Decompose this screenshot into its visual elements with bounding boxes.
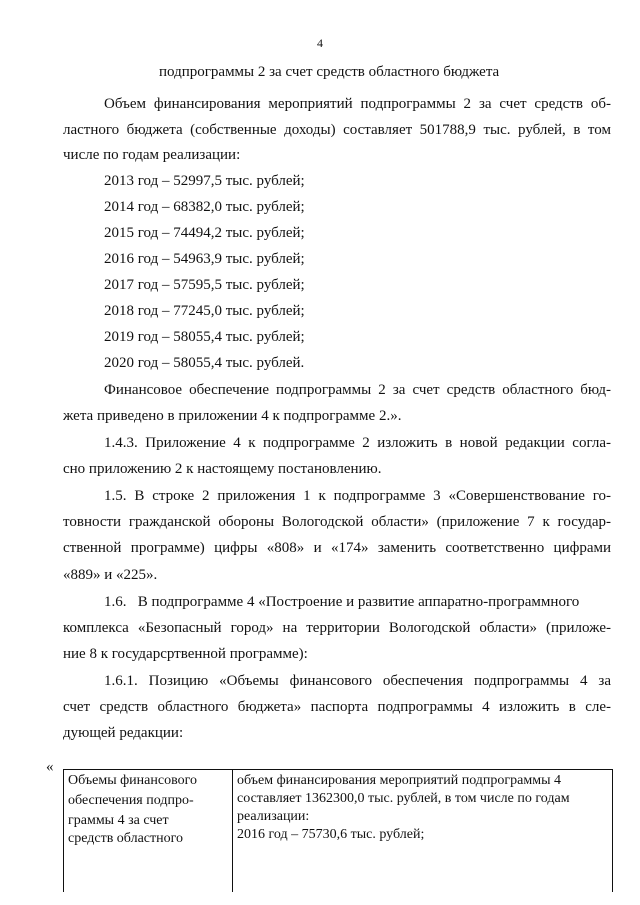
paragraph-line: ние 8 к государсртвенной программе): (63, 646, 308, 662)
paragraph-line: товности гражданской обороны Вологодской области» (приложение 7 к государ- (63, 514, 611, 530)
paragraph-line: 1.4.3. Приложение 4 к подпрограмме 2 изложить в новой редакции согла- (104, 435, 611, 451)
table-cell-label (64, 770, 233, 892)
page-number: 4 (317, 36, 323, 50)
year-amount-line: 2013 год – 52997,5 тыс. рублей; (104, 173, 305, 189)
paragraph-line: числе по годам реализации: (63, 147, 241, 163)
year-amount-line: 2014 год – 68382,0 тыс. рублей; (104, 199, 305, 215)
table-cell-line: средств областного (68, 831, 184, 846)
paragraph-line: 1.6.1. Позицию «Объемы финансового обеспечения подпрограммы 4 за (104, 673, 611, 689)
table-cell-line: объем финансирования мероприятий подпрограммы 4 (237, 773, 562, 788)
year-amount-line: 2016 год – 54963,9 тыс. рублей; (104, 251, 305, 267)
section-heading-line: подпрограммы 2 за счет средств областного бюджета (159, 64, 500, 80)
paragraph-line: дующей редакции: (63, 725, 184, 741)
table-cell-line: обеспечения подпро- (68, 793, 194, 808)
paragraph-line: 1.6. В подпрограмме 4 «Построение и развитие аппаратно-программного (104, 594, 580, 610)
year-amount-line: 2020 год – 58055,4 тыс. рублей. (104, 355, 305, 371)
year-amount-line: 2015 год – 74494,2 тыс. рублей; (104, 225, 305, 241)
paragraph-line: комплекса «Безопасный город» на территории Вологодской области» (приложе- (63, 620, 611, 636)
paragraph-line: счет средств областного бюджета» паспорта подпрограммы 4 изложить в сле- (63, 699, 611, 715)
table-cell-line: 2016 год – 75730,6 тыс. рублей; (237, 827, 425, 842)
paragraph-line: жета приведено в приложении 4 к подпрограмме 2.». (63, 408, 402, 424)
paragraph-line: ственной программе) цифры «808» и «174» заменить соответственно цифрами (63, 540, 611, 556)
paragraph-line: Финансовое обеспечение подпрограммы 2 за счет средств областного бюд- (104, 382, 611, 398)
year-amount-line: 2017 год – 57595,5 тыс. рублей; (104, 277, 305, 293)
paragraph-line: Объем финансирования мероприятий подпрограммы 2 за счет средств об- (104, 96, 611, 112)
table-cell-value (233, 770, 612, 892)
funding-table (63, 769, 613, 892)
paragraph-line: ластного бюджета (собственные доходы) составляет 501788,9 тыс. рублей, в том (63, 122, 611, 138)
table-cell-line: граммы 4 за счет (68, 813, 169, 828)
year-amount-line: 2018 год – 77245,0 тыс. рублей; (104, 303, 305, 319)
opening-quote-mark: « (46, 759, 54, 775)
paragraph-line: «889» и «225». (63, 567, 158, 583)
paragraph-line: сно приложению 2 к настоящему постановлению. (63, 461, 382, 477)
paragraph-line: 1.5. В строке 2 приложения 1 к подпрограмме 3 «Совершенствование го- (104, 488, 611, 504)
table-cell-line: Объемы финансового (68, 773, 197, 788)
table-cell-line: составляет 1362300,0 тыс. рублей, в том числе по годам (237, 791, 570, 806)
table-cell-line: реализации: (237, 809, 310, 824)
year-amount-line: 2019 год – 58055,4 тыс. рублей; (104, 329, 305, 345)
